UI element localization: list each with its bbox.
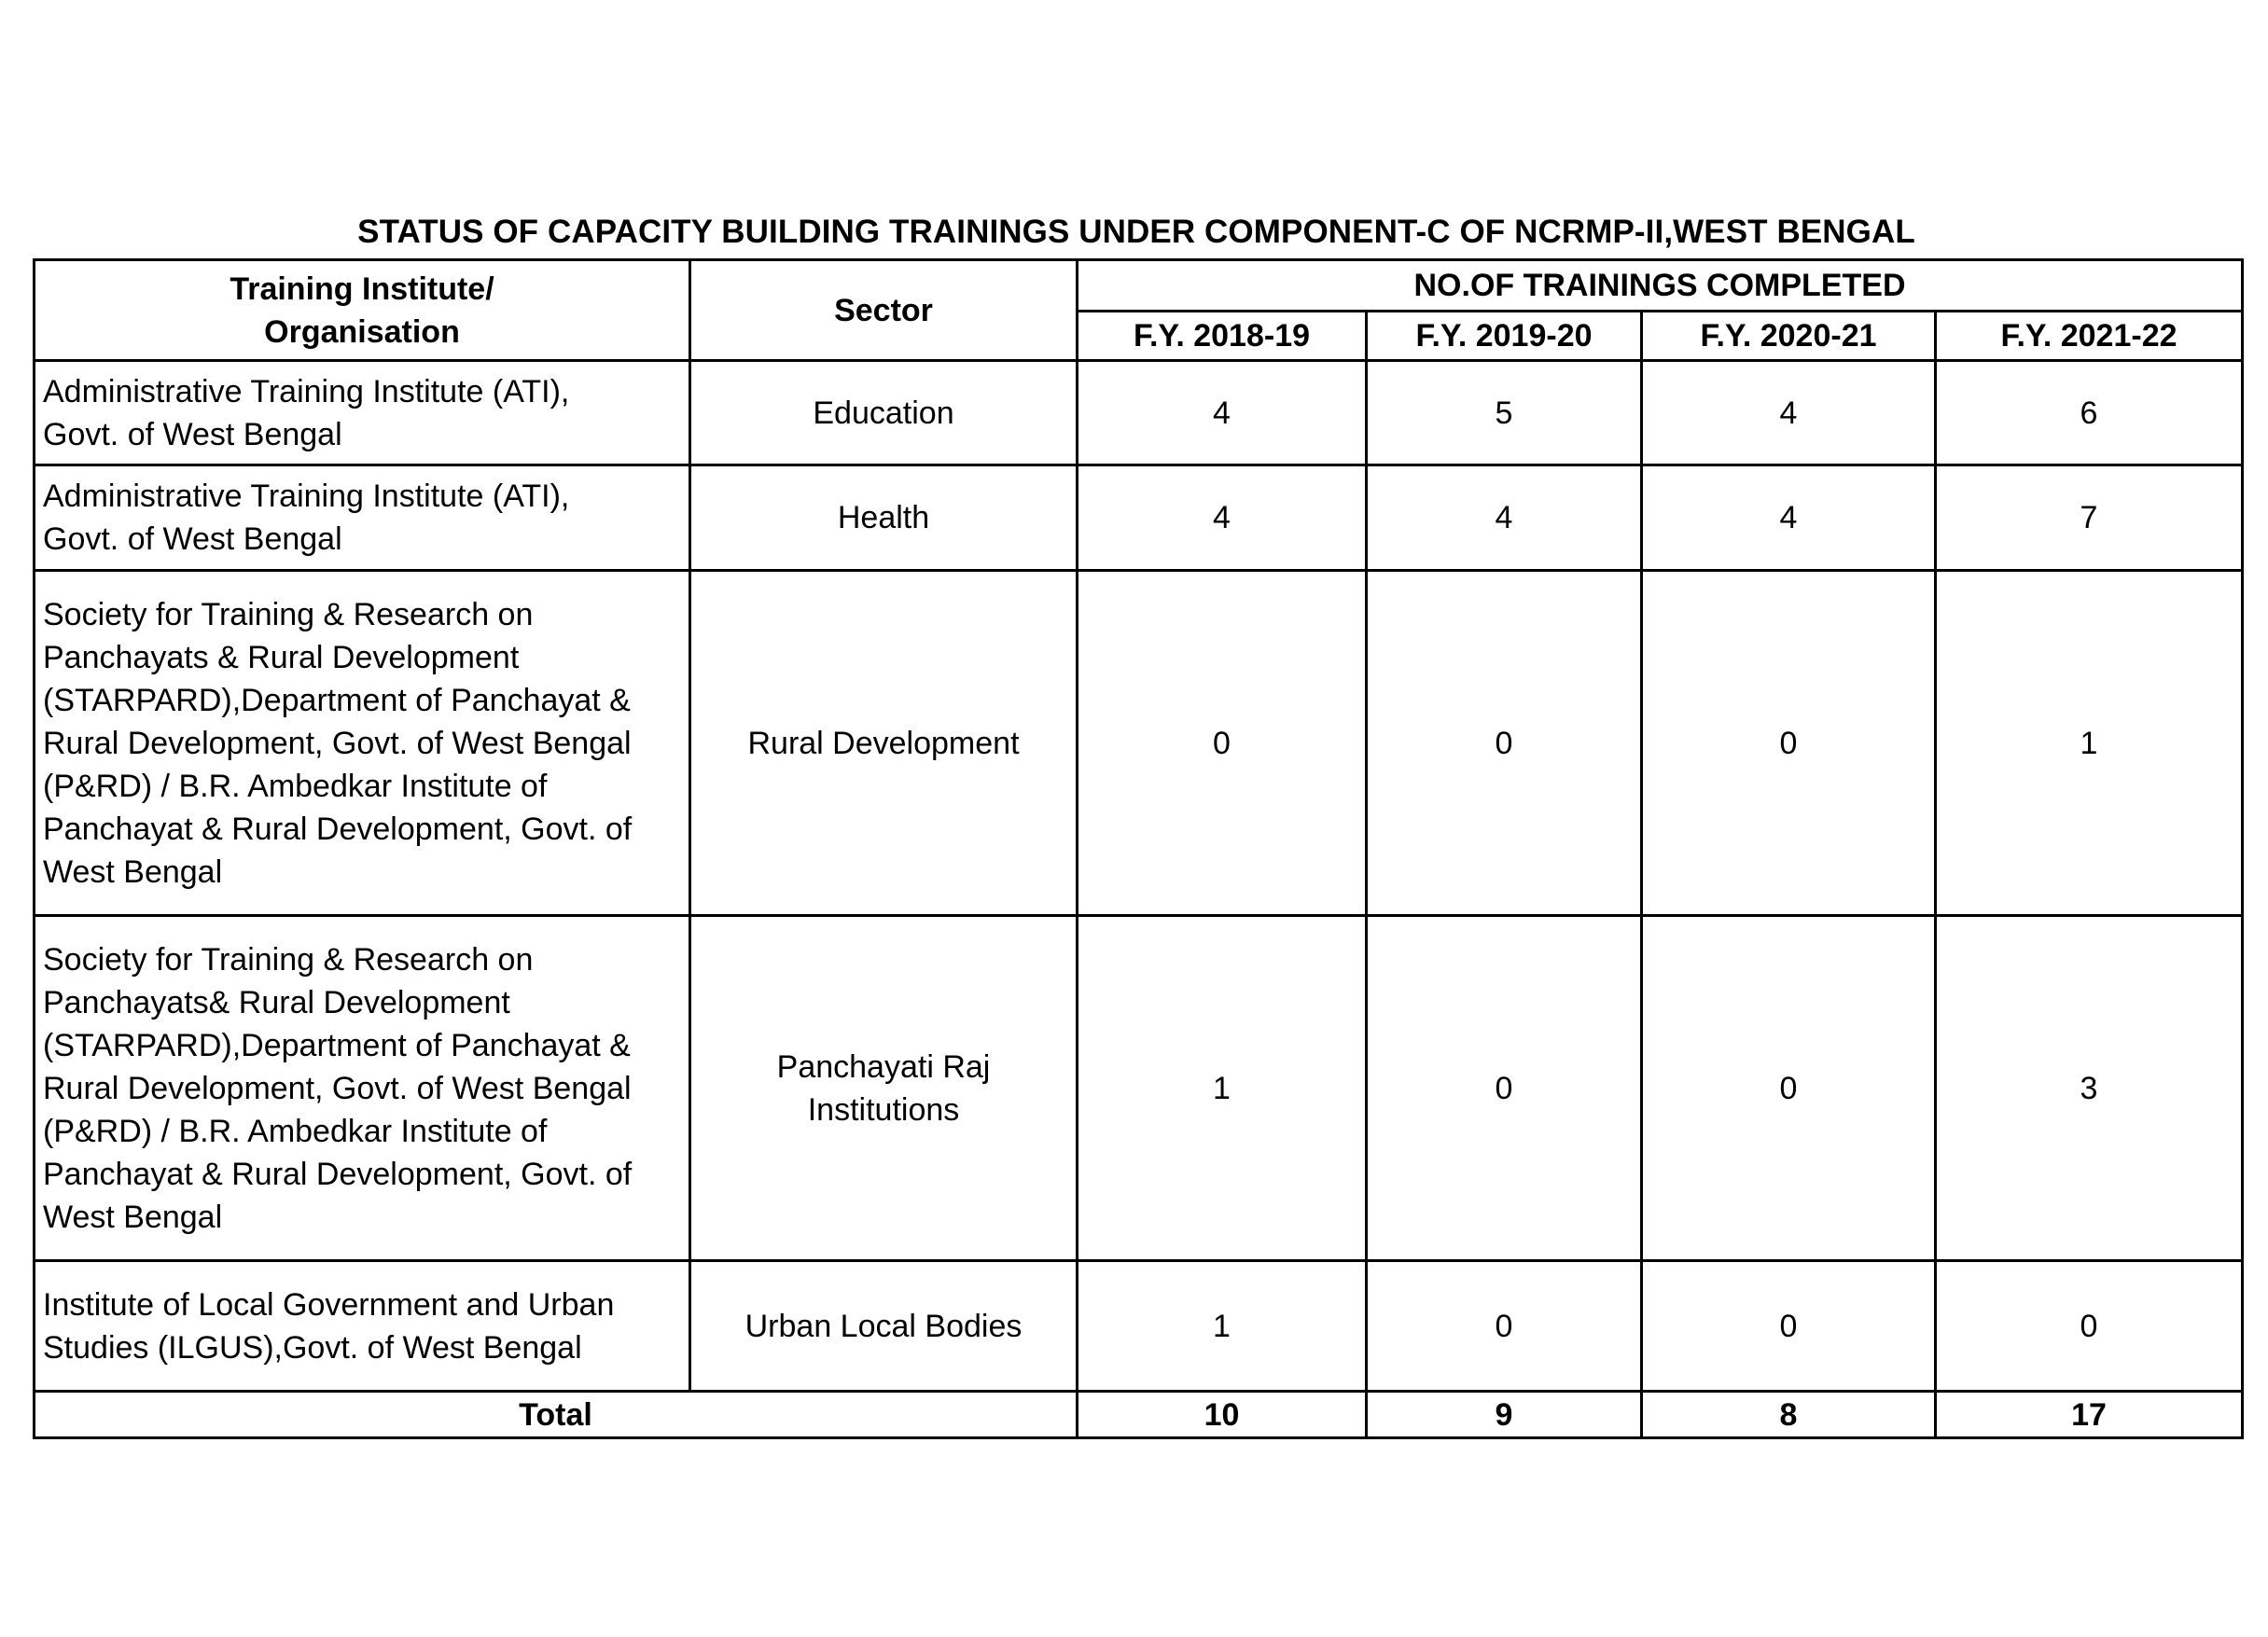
value-cell: 1 (1936, 571, 2243, 916)
value-cell: 0 (1367, 571, 1642, 916)
organisation-cell: Administrative Training Institute (ATI), Govt. of West Bengal (35, 465, 690, 571)
value-cell: 0 (1936, 1261, 2243, 1392)
value-cell: 0 (1642, 1261, 1936, 1392)
value-cell: 0 (1367, 1261, 1642, 1392)
header-year: F.Y. 2018-19 (1078, 312, 1367, 361)
sector-cell: Education (690, 361, 1078, 465)
total-value: 9 (1367, 1392, 1642, 1438)
table-row (35, 465, 2243, 571)
value-cell: 5 (1367, 361, 1642, 465)
sector-cell: Urban Local Bodies (690, 1261, 1078, 1392)
header-year: F.Y. 2021-22 (1936, 312, 2243, 361)
value-cell: 0 (1078, 571, 1367, 916)
total-value: 10 (1078, 1392, 1367, 1438)
value-cell: 4 (1078, 465, 1367, 571)
organisation-cell: Institute of Local Government and Urban Studies (ILGUS),Govt. of West Bengal (35, 1261, 690, 1392)
organisation-cell: Society for Training & Research on Panchayats& Rural Development (STARPARD),Department of Panchayat & Rural Development, Govt. of West Bengal (P&RD) / B.R. Ambedkar Institute of Panchayat & Rural Development, Govt. of West Bengal (35, 916, 690, 1261)
trainings-table (33, 258, 2244, 1439)
header-year: F.Y. 2020-21 (1642, 312, 1936, 361)
value-cell: 0 (1642, 571, 1936, 916)
sector-cell: Panchayati Raj Institutions (690, 916, 1078, 1261)
value-cell: 6 (1936, 361, 2243, 465)
table-row (35, 571, 2243, 916)
total-label: Total (35, 1392, 1078, 1438)
value-cell: 0 (1642, 916, 1936, 1261)
total-value: 17 (1936, 1392, 2243, 1438)
value-cell: 4 (1642, 465, 1936, 571)
value-cell: 3 (1936, 916, 2243, 1261)
sector-cell: Rural Development (690, 571, 1078, 916)
total-row (35, 1392, 2243, 1438)
value-cell: 4 (1642, 361, 1936, 465)
value-cell: 0 (1367, 916, 1642, 1261)
value-cell: 1 (1078, 916, 1367, 1261)
organisation-cell: Administrative Training Institute (ATI), Govt. of West Bengal (35, 361, 690, 465)
value-cell: 4 (1078, 361, 1367, 465)
table-row (35, 1261, 2243, 1392)
header-organisation: Training Institute/ Organisation (35, 260, 690, 361)
sector-cell: Health (690, 465, 1078, 571)
header-trainings-completed: NO.OF TRAININGS COMPLETED (1078, 260, 2243, 312)
value-cell: 1 (1078, 1261, 1367, 1392)
total-value: 8 (1642, 1392, 1936, 1438)
table-row (35, 916, 2243, 1261)
value-cell: 4 (1367, 465, 1642, 571)
page-title: STATUS OF CAPACITY BUILDING TRAININGS UNDER COMPONENT-C OF NCRMP-II,WEST BENGAL (357, 214, 1915, 250)
header-sector: Sector (690, 260, 1078, 361)
header-row-1 (35, 260, 2243, 312)
header-year: F.Y. 2019-20 (1367, 312, 1642, 361)
organisation-cell: Society for Training & Research on Panchayats & Rural Development (STARPARD),Department of Panchayat & Rural Development, Govt. of West Bengal (P&RD) / B.R. Ambedkar Institute of Panchayat & Rural Development, Govt. of West Bengal (35, 571, 690, 916)
table-row (35, 361, 2243, 465)
value-cell: 7 (1936, 465, 2243, 571)
